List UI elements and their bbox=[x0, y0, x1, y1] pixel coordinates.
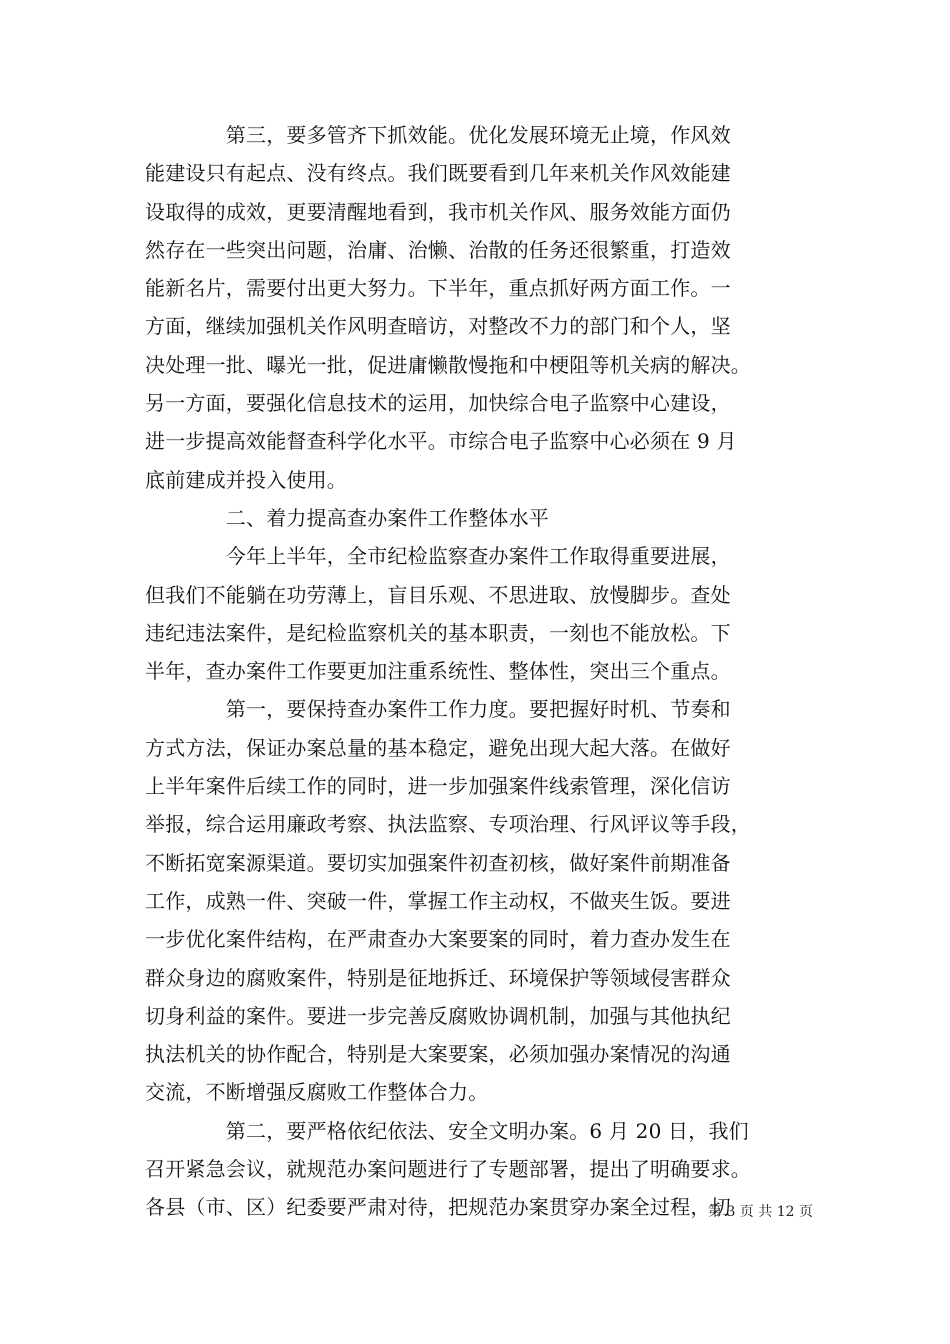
text-line: 第二，要严格依纪依法、安全文明办案。6 月 20 日，我们 bbox=[145, 1118, 749, 1143]
text-line: 决处理一批、曝光一批，促进庸懒散慢拖和中梗阻等机关病的解决。 bbox=[145, 352, 751, 377]
text-line: 执法机关的协作配合，特别是大案要案，必须加强办案情况的沟通 bbox=[145, 1042, 731, 1067]
text-line: 交流，不断增强反腐败工作整体合力。 bbox=[145, 1080, 489, 1105]
text-line: 底前建成并投入使用。 bbox=[145, 467, 347, 492]
text-line: 举报，综合运用廉政考察、执法监察、专项治理、行风评议等手段， bbox=[145, 812, 751, 837]
text-line: 另一方面，要强化信息技术的运用，加快综合电子监察中心建设， bbox=[145, 391, 731, 416]
text-line: 召开紧急会议，就规范办案问题进行了专题部署，提出了明确要求。 bbox=[145, 1157, 751, 1182]
text-line: 进一步提高效能督查科学化水平。市综合电子监察中心必须在 9 月 bbox=[145, 429, 737, 454]
text-line: 方式方法，保证办案总量的基本稳定，避免出现大起大落。在做好 bbox=[145, 735, 731, 760]
text-line: 方面，继续加强机关作风明查暗访，对整改不力的部门和个人，坚 bbox=[145, 314, 731, 339]
text-line: 第三，要多管齐下抓效能。优化发展环境无止境，作风效 bbox=[145, 123, 731, 147]
text-line: 违纪违法案件，是纪检监察机关的基本职责，一刻也不能放松。下 bbox=[145, 620, 731, 645]
text-line: 各县（市、区）纪委要严肃对待，把规范办案贯穿办案全过程，切 bbox=[145, 1195, 731, 1220]
text-line: 工作，成熟一件、突破一件，掌握工作主动权，不做夹生饭。要进 bbox=[145, 888, 731, 913]
text-line: 能新名片，需要付出更大努力。下半年，重点抓好两方面工作。一 bbox=[145, 276, 731, 301]
text-line: 第一，要保持查办案件工作力度。要把握好时机、节奏和 bbox=[145, 697, 731, 722]
text-line: 设取得的成效，更要清醒地看到，我市机关作风、服务效能方面仍 bbox=[145, 199, 731, 224]
text-line: 今年上半年，全市纪检监察查办案件工作取得重要进展， bbox=[145, 544, 731, 569]
text-line: 不断拓宽案源渠道。要切实加强案件初查初核，做好案件前期准备 bbox=[145, 850, 731, 875]
text-line: 上半年案件后续工作的同时，进一步加强案件线索管理，深化信访 bbox=[145, 774, 731, 799]
text-line: 半年，查办案件工作要更加注重系统性、整体性，突出三个重点。 bbox=[145, 659, 731, 684]
text-line: 一步优化案件结构，在严肃查办大案要案的同时，着力查办发生在 bbox=[145, 927, 731, 952]
page-number-footer: 第 3 页 共 12 页 bbox=[708, 1204, 813, 1220]
text-line: 能建设只有起点、没有终点。我们既要看到几年来机关作风效能建 bbox=[145, 161, 731, 186]
body-text bbox=[145, 116, 825, 1227]
text-line: 然存在一些突出问题，治庸、治懒、治散的任务还很繁重，打造效 bbox=[145, 237, 731, 262]
text-line: 但我们不能躺在功劳薄上，盲目乐观、不思进取、放慢脚步。查处 bbox=[145, 582, 731, 607]
text-line: 群众身边的腐败案件，特别是征地拆迁、环境保护等领域侵害群众 bbox=[145, 965, 731, 990]
text-line: 切身利益的案件。要进一步完善反腐败协调机制，加强与其他执纪 bbox=[145, 1003, 731, 1028]
section-heading: 二、着力提高查办案件工作整体水平 bbox=[145, 505, 549, 530]
